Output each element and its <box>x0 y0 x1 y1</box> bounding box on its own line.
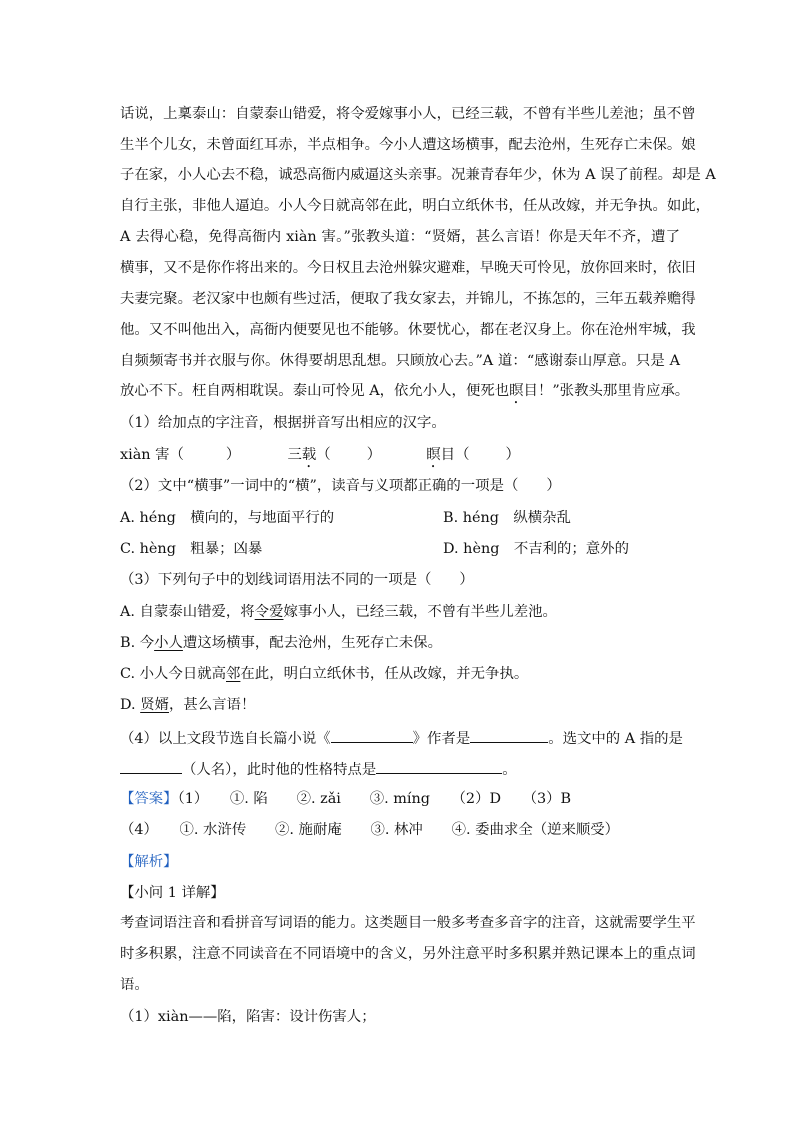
blank-book-title <box>331 727 413 743</box>
q2-option-c: C. hèng 粗暴；凶暴 <box>120 541 263 557</box>
question-3-stem: （3）下列句子中的划线词语用法不同的一项是（ ） <box>120 572 474 588</box>
q3-option-b: B. 今小人遭这场横事，配去沧州，生死存亡未保。 <box>120 635 442 651</box>
passage-highlight: 横事 <box>120 260 149 276</box>
question-1-stem: （1）给加点的字注音，根据拼音写出相应的汉字。 <box>120 415 446 431</box>
q2-option-b: B. héng 纵横杂乱 <box>443 510 571 526</box>
analysis-paragraph-line: 语。 <box>120 977 149 993</box>
analysis-label: 【解析】 <box>120 854 178 870</box>
analysis-paragraph-line: 时多积累，注意不同读音在不同语境中的含义，另外注意平时多积累并熟记课本上的重点词 <box>120 946 696 962</box>
q1-item-b: 三载（ ） <box>287 447 382 463</box>
q2-option-d: D. hèng 不吉利的；意外的 <box>443 541 629 557</box>
q2-options-row <box>120 539 680 559</box>
passage-line <box>120 258 696 278</box>
blank-author <box>470 727 548 743</box>
answer-row-1: 【答案】（1） ①. 陷 ②. zǎi ③. míng （2）D （3）B <box>120 791 572 807</box>
passage-text: ，又不是你作将出来的。今日权且去沧州躲灾避难，早晚天可怜见，放你回来时，依旧 <box>148 260 696 276</box>
q1-item-a: xiàn 害（ ） <box>120 447 241 463</box>
blank-character-trait <box>376 758 502 774</box>
passage-text: 目！”张教头那里肯应承。 <box>523 383 690 399</box>
passage-text: 放心不下。枉自两相耽误。泰山可怜见 A，依允小人，便死也 <box>120 383 510 399</box>
q3-option-c: C. 小人今日就高邻在此，明白立纸休书，任从改嫁，并无争执。 <box>120 666 529 682</box>
question-1-items <box>120 445 680 471</box>
answer-row-2: （4） ①. 水浒传 ②. 施耐庵 ③. 林冲 ④. 委曲求全（逆来顺受） <box>120 822 620 838</box>
passage-line: 话说，上稟泰山：自蒙泰山错爱，将令爱嫁事小人，已经三载，不曾有半些儿差池；虽不曾 <box>120 106 696 122</box>
passage-line: 他。又不叫他出入，高衙内便要见也不能够。休要忧心，都在老汉身上。你在沧州牢城，我 <box>120 322 696 338</box>
passage-line <box>120 381 690 407</box>
q2-option-a: A. héng 横向的，与地面平行的 <box>120 510 335 526</box>
analysis-item-1: （1）xiàn——陷，陷害：设计伤害人； <box>120 1009 376 1025</box>
q3-option-a: A. 自蒙泰山错爱，将令爱嫁事小人，已经三载，不曾有半些儿差池。 <box>120 604 557 620</box>
q1-item-c: 瞑目（ ） <box>426 447 520 463</box>
question-4-line1: （4）以上文段节选自长篇小说《 》作者是 。选文中的 A 指的是 <box>120 727 680 749</box>
passage-line: 自行主张，非他人逼迫。小人今日就高邻在此，明白立纸休书，任从改嫁，并无争执。如此， <box>120 198 711 214</box>
passage-line: 夫妻完聚。老汉家中也颇有些过活，便取了我女家去，并锦儿，不拣怎的，三年五载养赡得 <box>120 291 696 307</box>
question-4-line2: （人名），此时他的性格特点是 。 <box>120 758 680 780</box>
q3-option-d: D. 贤婿，甚么言语！ <box>120 697 256 713</box>
analysis-subheading: 【小问 1 详解】 <box>120 885 225 901</box>
passage-line: 子在家，小人心去不稳，诚恐高衙内威逼这头亲事。况兼青春年少，休为 A 误了前程。却是 A <box>120 167 716 183</box>
passage-line: 自频频寄书并衣服与你。休得要胡思乱想。只顾放心去。”A 道：“感谢泰山厚意。只是 A <box>120 353 680 369</box>
question-2-stem: （2）文中“横事”一词中的“横”，读音与义项都正确的一项是（ ） <box>120 478 561 494</box>
passage-line: 生半个儿女，未曾面红耳赤，半点相争。今小人遭这场横事，配去沧州，生死存亡未保。娘 <box>120 137 696 153</box>
dotted-char: 瞑 <box>509 383 524 399</box>
analysis-paragraph-line: 考查词语注音和看拼音写词语的能力。这类题目一般多考查多音字的注音，这就需要学生平 <box>120 915 696 931</box>
blank-person-name <box>120 758 182 774</box>
answer-label: 【答案】 <box>120 791 178 807</box>
passage-line: A 去得心稳，免得高衙内 xiàn 害。”张教头道：“贤婿，甚么言语！你是天年不齐，遭了 <box>120 229 680 245</box>
q2-options-row <box>120 508 680 528</box>
